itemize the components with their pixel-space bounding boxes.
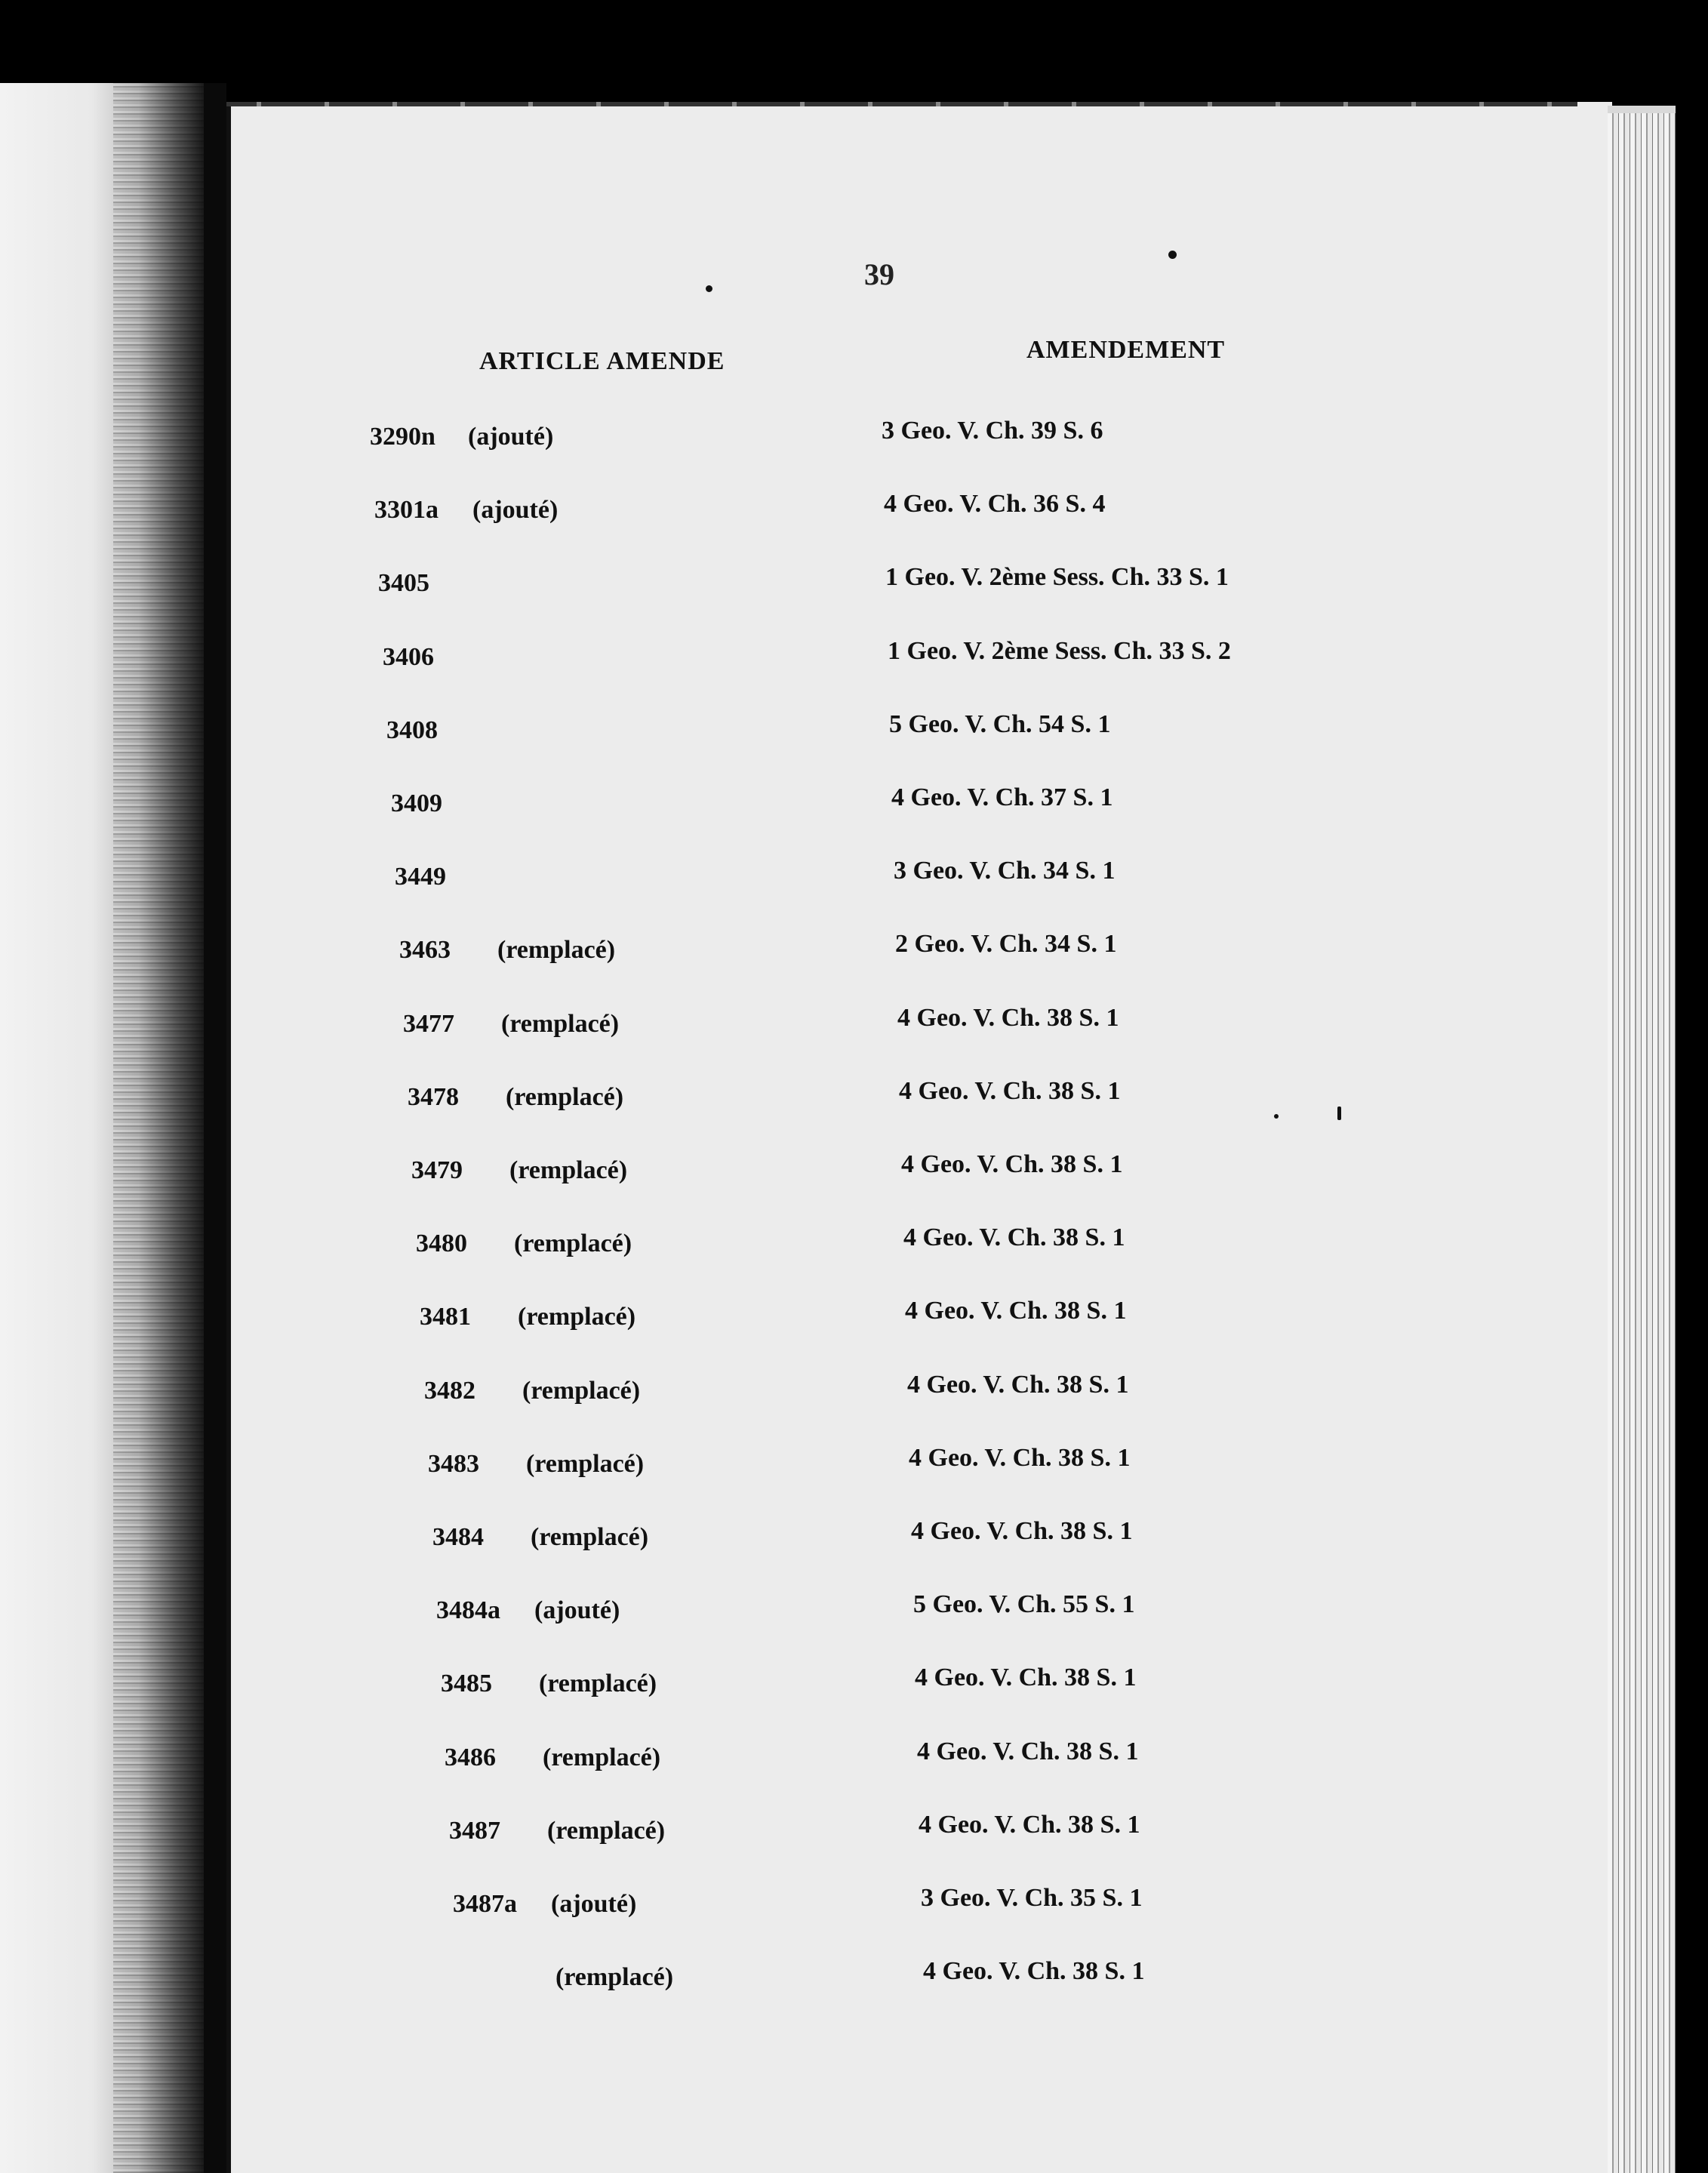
article-note: (ajouté) (472, 496, 559, 524)
table-row-article (441, 1670, 657, 1698)
page-stack-edges (1608, 113, 1676, 2173)
book-binding (204, 83, 226, 2173)
article-note: (remplacé) (506, 1083, 624, 1111)
article-note: (remplacé) (526, 1450, 645, 1478)
table-row-amendement: 1 Geo. V. 2ème Sess. Ch. 33 S. 2 (888, 637, 1231, 665)
table-row-article (408, 1083, 623, 1112)
table-row-amendement: 4 Geo. V. Ch. 38 S. 1 (897, 1004, 1119, 1032)
table-row-article (395, 863, 493, 891)
table-row-amendement: 3 Geo. V. Ch. 35 S. 1 (921, 1884, 1143, 1912)
table-row-article (399, 936, 615, 965)
table-row-article (432, 1523, 648, 1552)
table-row-amendement: 4 Geo. V. Ch. 38 S. 1 (901, 1150, 1123, 1178)
article-note: (remplacé) (539, 1670, 657, 1697)
ink-speck (1337, 1107, 1341, 1120)
table-row-amendement: 4 Geo. V. Ch. 38 S. 1 (923, 1957, 1145, 1985)
table-row-article (457, 1963, 673, 1992)
table-row-amendement: 4 Geo. V. Ch. 38 S. 1 (915, 1664, 1137, 1691)
column-header-article: ARTICLE AMENDE (479, 347, 725, 375)
article-note: (remplacé) (501, 1010, 620, 1038)
article-note: (remplacé) (531, 1523, 649, 1551)
article-note: (remplacé) (509, 1156, 628, 1184)
table-row-amendement: 1 Geo. V. 2ème Sess. Ch. 33 S. 1 (885, 563, 1229, 591)
table-row-amendement: 4 Geo. V. Ch. 38 S. 1 (899, 1077, 1121, 1105)
article-note: (ajouté) (551, 1890, 637, 1918)
article-number: 3408 (386, 716, 438, 744)
table-row-article (391, 789, 489, 818)
article-note: (remplacé) (543, 1744, 661, 1771)
ink-speck (1168, 251, 1177, 259)
table-row-article (424, 1377, 640, 1405)
ink-speck (1274, 1114, 1279, 1119)
column-header-amendement: AMENDEMENT (1026, 336, 1226, 364)
article-note: (remplacé) (547, 1817, 666, 1845)
table-row-amendement: 4 Geo. V. Ch. 37 S. 1 (891, 783, 1113, 811)
table-row-article (436, 1596, 620, 1625)
article-number: 3484 (432, 1523, 484, 1551)
article-number: 3486 (445, 1744, 496, 1771)
table-row-amendement: 5 Geo. V. Ch. 54 S. 1 (889, 710, 1111, 738)
table-row-amendement: 3 Geo. V. Ch. 34 S. 1 (894, 857, 1116, 885)
article-number: 3487 (449, 1817, 500, 1845)
article-note: (remplacé) (497, 936, 616, 964)
article-note: (ajouté) (468, 423, 554, 451)
table-row-amendement: 4 Geo. V. Ch. 38 S. 1 (903, 1223, 1125, 1251)
table-row-article (403, 1010, 619, 1039)
article-number: 3487a (453, 1890, 517, 1918)
table-row-article (386, 716, 485, 745)
article-number: 3480 (416, 1230, 467, 1257)
article-number: 3405 (378, 569, 429, 597)
article-number: 3406 (383, 643, 434, 671)
article-number: 3409 (391, 789, 442, 817)
table-row-amendement: 3 Geo. V. Ch. 39 S. 6 (882, 417, 1103, 445)
article-number: 3485 (441, 1670, 492, 1697)
article-note: (remplacé) (518, 1303, 636, 1331)
page-number: 39 (864, 257, 894, 291)
article-note: (ajouté) (534, 1596, 620, 1624)
table-row-amendement: 4 Geo. V. Ch. 36 S. 4 (884, 490, 1106, 518)
article-number: 3482 (424, 1377, 475, 1405)
article-number: 3478 (408, 1083, 459, 1111)
left-page-shadow (113, 83, 211, 2173)
article-number: 3301a (374, 496, 439, 524)
article-number: 3481 (420, 1303, 471, 1331)
table-row-article (453, 1890, 636, 1919)
table-row-article (449, 1817, 665, 1845)
table-row-amendement: 4 Geo. V. Ch. 38 S. 1 (911, 1517, 1133, 1545)
table-row-amendement: 2 Geo. V. Ch. 34 S. 1 (895, 930, 1117, 958)
table-row-amendement: 4 Geo. V. Ch. 38 S. 1 (905, 1297, 1127, 1325)
article-note: (remplacé) (514, 1230, 632, 1257)
article-number: 3290n (370, 423, 435, 451)
document-page (226, 102, 1612, 2173)
article-number: 3483 (428, 1450, 479, 1478)
table-row-article (420, 1303, 635, 1331)
table-row-article (383, 643, 481, 672)
table-row-article (428, 1450, 644, 1479)
table-row-amendement: 5 Geo. V. Ch. 55 S. 1 (913, 1590, 1135, 1618)
table-row-article (378, 569, 476, 598)
ink-speck (706, 285, 712, 292)
table-row-article (411, 1156, 627, 1185)
table-row-article (416, 1230, 632, 1258)
table-row-article (374, 496, 558, 525)
table-row-amendement: 4 Geo. V. Ch. 38 S. 1 (917, 1737, 1139, 1765)
table-row-amendement: 4 Geo. V. Ch. 38 S. 1 (909, 1444, 1131, 1472)
table-row-article (370, 423, 553, 451)
page-top-edge (226, 102, 1577, 106)
article-number: 3477 (403, 1010, 454, 1038)
article-number: 3463 (399, 936, 451, 964)
article-number: 3449 (395, 863, 446, 891)
article-note: (remplacé) (522, 1377, 641, 1405)
article-note: (remplacé) (555, 1963, 674, 1991)
table-row-amendement: 4 Geo. V. Ch. 38 S. 1 (907, 1371, 1129, 1399)
article-number: 3484a (436, 1596, 500, 1624)
article-number: 3479 (411, 1156, 463, 1184)
table-row-article (445, 1744, 660, 1772)
table-row-amendement: 4 Geo. V. Ch. 38 S. 1 (919, 1811, 1140, 1839)
